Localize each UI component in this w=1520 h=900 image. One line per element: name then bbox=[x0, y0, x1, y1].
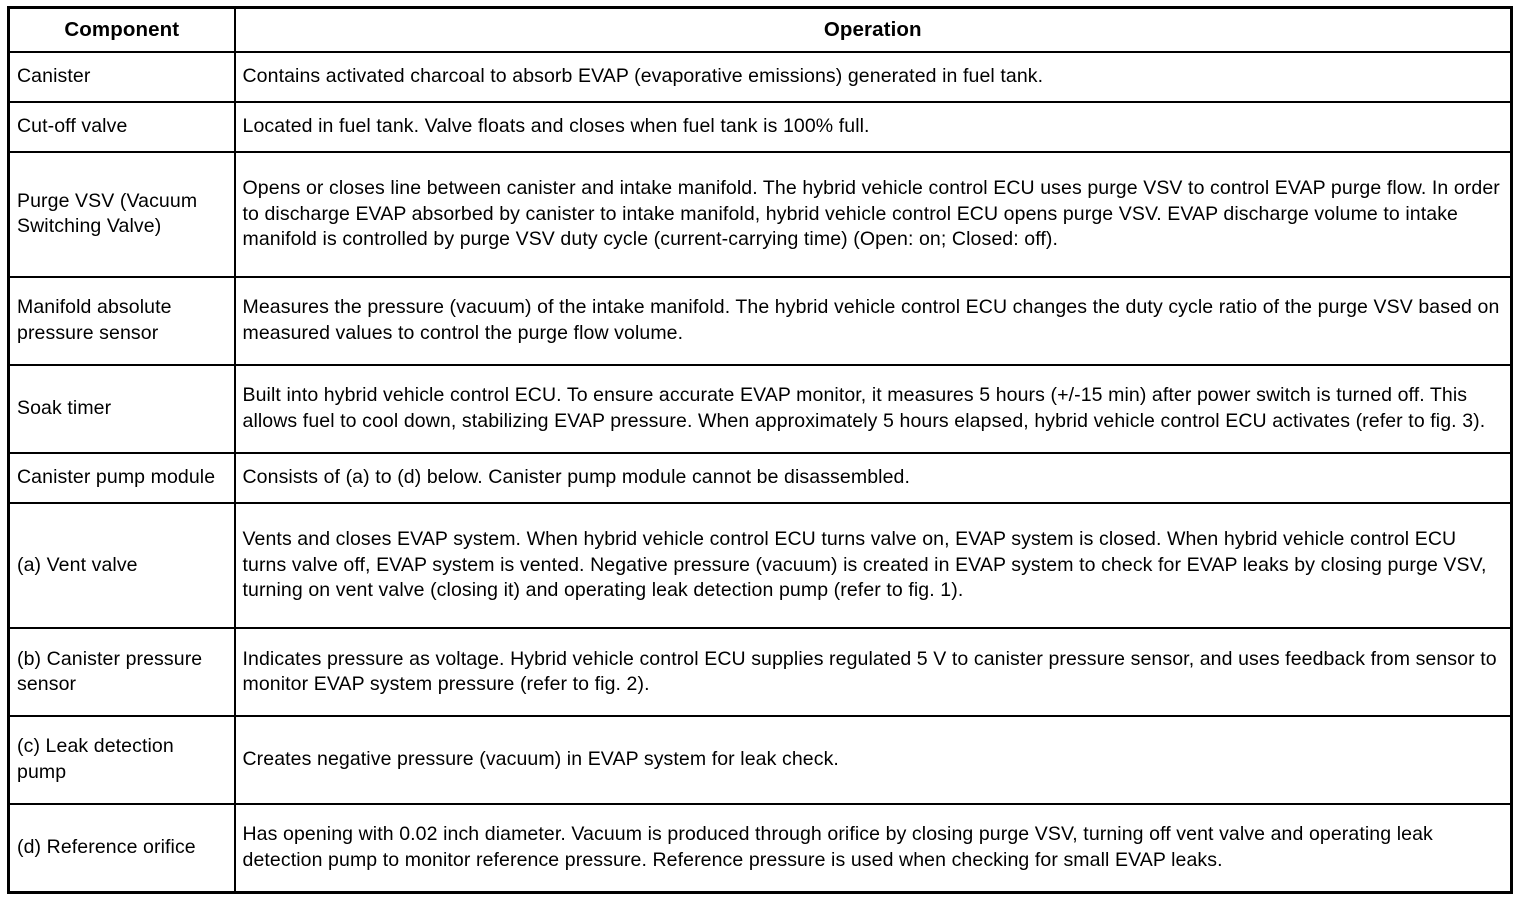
component-cell: Soak timer bbox=[9, 365, 235, 453]
operation-cell: Indicates pressure as voltage. Hybrid vehicle control ECU supplies regulated 5 V to canister pressure sensor, and uses feedback from sensor to monitor EVAP system pressure (refer to fig. 2). bbox=[235, 628, 1512, 716]
table-row bbox=[9, 277, 1512, 365]
component-cell: (b) Canister pressure sensor bbox=[9, 628, 235, 716]
table-row bbox=[9, 102, 1512, 152]
component-cell: Canister bbox=[9, 52, 235, 102]
component-cell: Cut-off valve bbox=[9, 102, 235, 152]
component-cell: (d) Reference orifice bbox=[9, 804, 235, 893]
header-cell-operation: Operation bbox=[235, 8, 1512, 53]
component-operation-table bbox=[7, 6, 1513, 894]
component-cell: Purge VSV (Vacuum Switching Valve) bbox=[9, 152, 235, 278]
operation-cell: Has opening with 0.02 inch diameter. Vacuum is produced through orifice by closing purge VSV, turning off vent valve and operating leak detection pump to monitor reference pressure. Reference pressure is used when checking for small EVAP leaks. bbox=[235, 804, 1512, 893]
operation-cell: Built into hybrid vehicle control ECU. To ensure accurate EVAP monitor, it measures 5 hours (+/-15 min) after power switch is turned off. This allows fuel to cool down, stabilizing EVAP pressure. When approximately 5 hours elapsed, hybrid vehicle control ECU activates (refer to fig. 3). bbox=[235, 365, 1512, 453]
table-row bbox=[9, 453, 1512, 503]
operation-cell: Creates negative pressure (vacuum) in EVAP system for leak check. bbox=[235, 716, 1512, 804]
table-body bbox=[9, 52, 1512, 893]
component-cell: Canister pump module bbox=[9, 453, 235, 503]
table-row bbox=[9, 804, 1512, 893]
header-cell-component: Component bbox=[9, 8, 235, 53]
table-row bbox=[9, 628, 1512, 716]
component-cell: (c) Leak detection pump bbox=[9, 716, 235, 804]
component-cell: Manifold absolute pressure sensor bbox=[9, 277, 235, 365]
operation-cell: Opens or closes line between canister and intake manifold. The hybrid vehicle control ECU uses purge VSV to control EVAP purge flow. In order to discharge EVAP absorbed by canister to intake manifold, hybrid vehicle control ECU opens purge VSV. EVAP discharge volume to intake manifold is controlled by purge VSV duty cycle (current-carrying time) (Open: on; Closed: off). bbox=[235, 152, 1512, 278]
operation-cell: Measures the pressure (vacuum) of the intake manifold. The hybrid vehicle control ECU changes the duty cycle ratio of the purge VSV based on measured values to control the purge flow volume. bbox=[235, 277, 1512, 365]
operation-cell: Located in fuel tank. Valve floats and closes when fuel tank is 100% full. bbox=[235, 102, 1512, 152]
table-row bbox=[9, 365, 1512, 453]
table-row bbox=[9, 716, 1512, 804]
component-cell: (a) Vent valve bbox=[9, 503, 235, 629]
operation-cell: Consists of (a) to (d) below. Canister pump module cannot be disassembled. bbox=[235, 453, 1512, 503]
table-row bbox=[9, 503, 1512, 629]
header-row bbox=[9, 8, 1512, 53]
table-row bbox=[9, 52, 1512, 102]
table-row bbox=[9, 152, 1512, 278]
table-header bbox=[9, 8, 1512, 53]
operation-cell: Contains activated charcoal to absorb EVAP (evaporative emissions) generated in fuel tank. bbox=[235, 52, 1512, 102]
operation-cell: Vents and closes EVAP system. When hybrid vehicle control ECU turns valve on, EVAP system is closed. When hybrid vehicle control ECU turns valve off, EVAP system is vented. Negative pressure (vacuum) is created in EVAP system to check for EVAP leaks by closing purge VSV, turning on vent valve (closing it) and operating leak detection pump (refer to fig. 1). bbox=[235, 503, 1512, 629]
